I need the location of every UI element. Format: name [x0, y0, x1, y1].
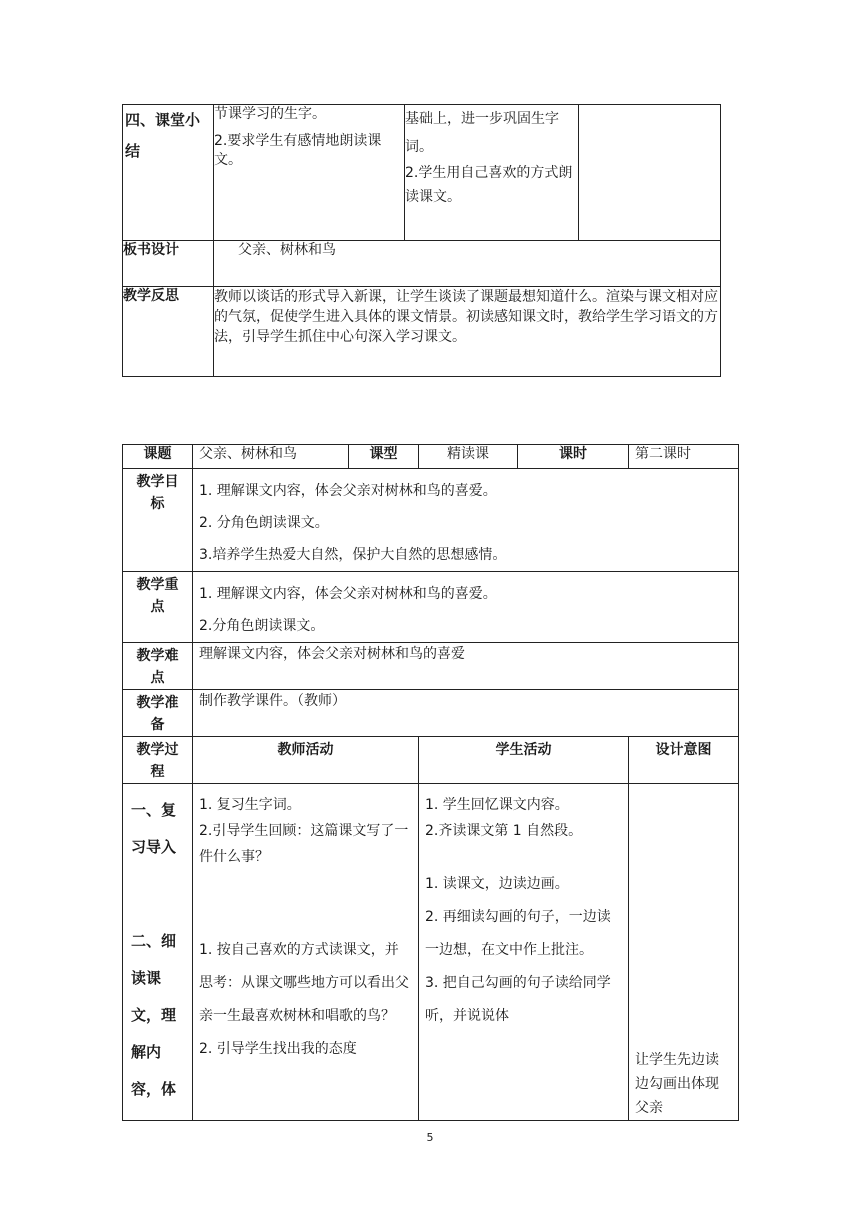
type-value: 精读课	[447, 446, 489, 462]
student-activity-label: 学生活动	[495, 742, 552, 758]
type-cell	[419, 445, 518, 469]
difficulty-label-cell	[123, 643, 193, 690]
page-number: 5	[426, 1131, 434, 1144]
difficulty-content: 理解课文内容，体会父亲对树林和鸟的喜爱	[199, 646, 465, 662]
period-label: 课时	[559, 446, 587, 462]
preparation-cell	[193, 690, 739, 737]
reflection-content-cell	[214, 287, 721, 377]
topic-label: 课题	[143, 446, 172, 462]
lesson-table	[122, 444, 739, 1121]
preparation-label: 教学准备	[136, 695, 179, 733]
goal-3: 3.培养学生热爱大自然，保护大自然的思想感情。	[199, 547, 507, 563]
student-activity-2: 2.齐读课文第 1 自然段。	[425, 823, 583, 839]
difficulty-label: 教学难点	[136, 648, 179, 686]
goals-label: 教学目标	[136, 474, 179, 512]
teacher-activity-label: 教师活动	[277, 742, 334, 758]
design-intent-cell	[629, 784, 739, 1121]
board-label-cell	[123, 241, 214, 287]
keypoints-label: 教学重点	[136, 577, 179, 615]
stage-1-label: 一、复习导入	[131, 801, 177, 856]
student-activity-1: 1. 学生回忆课文内容。	[425, 797, 569, 813]
period-label-cell	[518, 445, 629, 469]
summary-student-1: 基础上，进一步巩固生字词。	[405, 111, 559, 155]
stage-2-label: 二、细读课文，理解内容，体	[131, 932, 177, 1098]
keypoint-1: 1. 理解课文内容，体会父亲对树林和鸟的喜爱。	[199, 586, 497, 602]
student-activity-cell	[419, 784, 629, 1121]
difficulty-cell	[193, 643, 739, 690]
summary-teacher-2: 2.要求学生有感情地朗读课文。	[214, 132, 382, 168]
teacher-activity-header	[193, 737, 419, 784]
process-label-cell	[123, 737, 193, 784]
topic-label-cell	[123, 445, 193, 469]
type-label: 课型	[369, 446, 398, 462]
teacher-activity-1: 1. 复习生字词。	[199, 797, 301, 813]
topic-value: 父亲、树林和鸟	[199, 446, 297, 462]
preparation-label-cell	[123, 690, 193, 737]
student-activity-3: 1. 读课文，边读边画。	[425, 876, 569, 892]
summary-teacher-cell	[214, 105, 405, 241]
preparation-content: 制作教学课件。（教师）	[199, 693, 346, 709]
topic-cell	[193, 445, 349, 469]
reflection-label: 教学反思	[123, 288, 179, 304]
summary-teacher-1: 节课学习的生字。	[214, 106, 326, 122]
summary-student-cell	[405, 105, 579, 241]
student-activity-header	[419, 737, 629, 784]
process-label: 教学过程	[136, 742, 179, 780]
goal-2: 2. 分角色朗读课文。	[199, 515, 329, 531]
student-activity-5: 3. 把自己勾画的句子读给同学听，并说说体	[425, 975, 611, 1024]
teacher-activity-2: 2.引导学生回顾：这篇课文写了一件什么事？	[199, 823, 409, 865]
keypoints-cell	[193, 572, 739, 643]
design-intent-label: 设计意图	[655, 742, 712, 758]
goal-1: 1. 理解课文内容，体会父亲对树林和鸟的喜爱。	[199, 483, 497, 499]
board-label: 板书设计	[123, 242, 179, 258]
board-content-cell	[214, 241, 721, 287]
summary-student-2: 2.学生用自己喜欢的方式朗读课文。	[405, 165, 573, 205]
summary-label: 四、课堂小结	[125, 111, 201, 160]
summary-table	[122, 104, 721, 377]
stages-cell	[123, 784, 193, 1121]
type-label-cell	[349, 445, 419, 469]
goals-label-cell	[123, 469, 193, 572]
student-activity-4: 2. 再细读勾画的句子，一边读一边想，在文中作上批注。	[425, 909, 611, 958]
board-content: 父亲、树林和鸟	[238, 242, 336, 258]
period-cell	[629, 445, 739, 469]
design-intent-header	[629, 737, 739, 784]
keypoints-label-cell	[123, 572, 193, 643]
teacher-activity-3: 1. 按自己喜欢的方式读课文，并思考：从课文哪些地方可以看出父亲一生最喜欢树林和唱歌的鸟？	[199, 942, 409, 1024]
goals-cell	[193, 469, 739, 572]
period-value: 第二课时	[635, 446, 691, 462]
summary-label-cell	[123, 105, 214, 241]
design-intent-1: 让学生先边读边勾画出体现父亲	[635, 1052, 719, 1116]
reflection-label-cell	[123, 287, 214, 377]
teacher-activity-4: 2. 引导学生找出我的态度	[199, 1041, 357, 1057]
summary-design-cell	[579, 105, 721, 241]
reflection-content: 教师以谈话的形式导入新课，让学生谈读了课题最想知道什么。渲染与课文相对应的气氛，促使学生进入具体的课文情景。初读感知课文时，教给学生学习语文的方法，引导学生抓住中心句深入学习课文。	[214, 289, 718, 345]
keypoint-2: 2.分角色朗读课文。	[199, 618, 325, 634]
teacher-activity-cell	[193, 784, 419, 1121]
